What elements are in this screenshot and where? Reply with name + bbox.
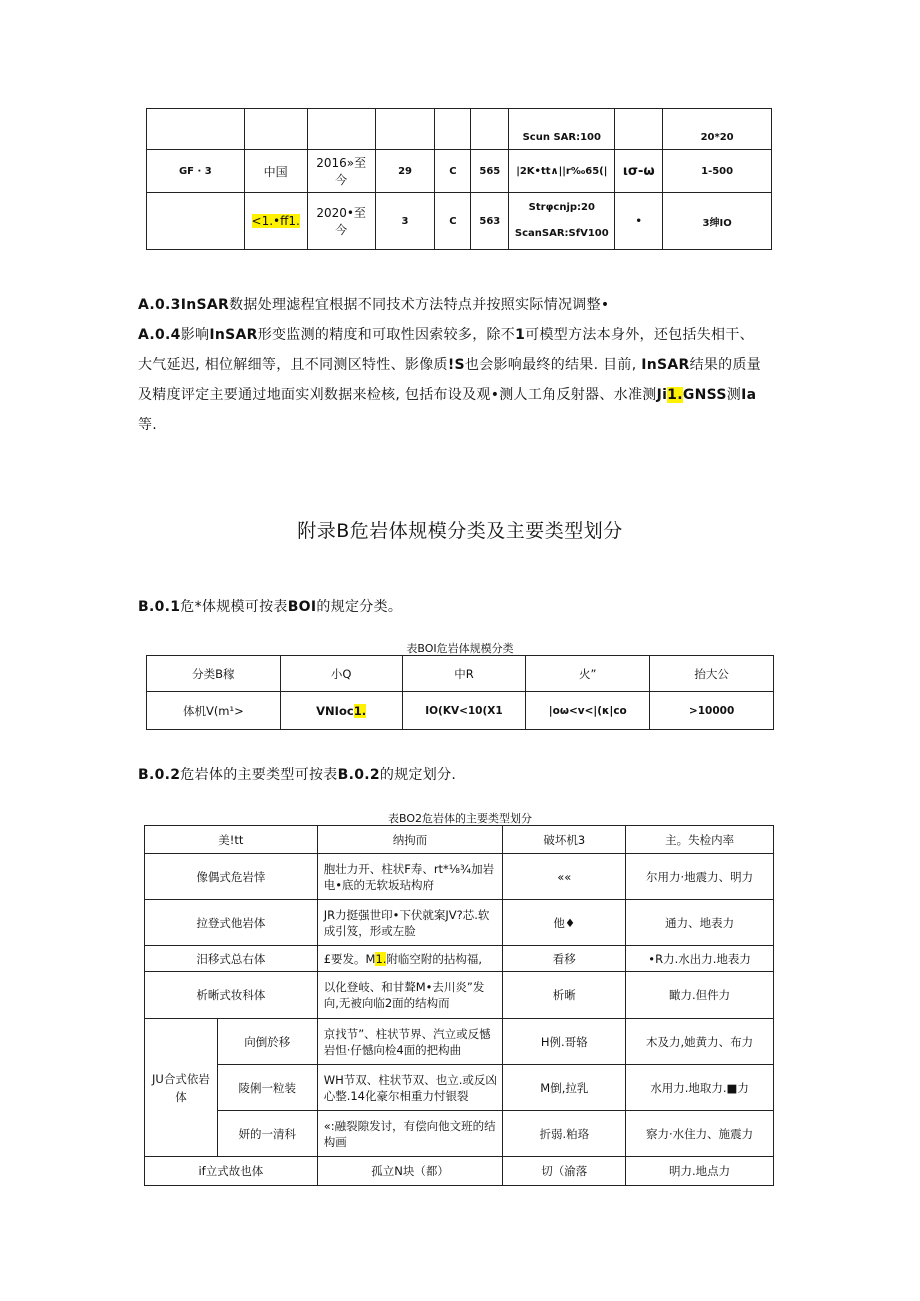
paragraph-a03: A.0.3InSAR数据处理滤程宜根据不同技术方法特点并按照实际情况调整• (138, 297, 610, 313)
table-row: if立式故也体 孤立N块（都） 切（渝落 明力.地点力 (145, 1157, 774, 1186)
paragraph-b02: B.0.2危岩体的主要类型可按表B.0.2的规定划分. (138, 767, 457, 783)
mode-cell: Strφcnjp:20 ScanSAR:SfV100 (509, 193, 615, 250)
country-cell: 中国 (244, 150, 307, 193)
table-header-row: 美!tt 纳拘而 破坏机3 主。失检内率 (145, 826, 774, 854)
table-row: <1.•ff1. 2020•至今 3 C 563 Strφcnjp:20 ScanSAR:SfV100 • 3绅IO (147, 193, 772, 250)
table-b02-caption: 表BO2危岩体的主要类型划分 (387, 812, 532, 825)
period-cell: 2016»至今 (307, 150, 375, 193)
table-row: 像偶式危岩悻 胞壮力开、柱状F寿、rt*⅛¾加岩电•底的无软坂玷构府 «« 尔用力·地震力、明力 (145, 854, 774, 900)
scale-table (146, 655, 774, 730)
type-table (144, 825, 774, 1186)
table-row: 析晰式妆科体 以化登岐、和甘聱M•去川炎”发向,无被向临2面的结构而 析晰 瞰力.但件力 (145, 972, 774, 1019)
table-row: 体机V(m¹> VNIoc1. IO(KV<10(X1 |oω<v<|(κ|co >10000 (147, 692, 774, 730)
table-row: GF · 3 中国 2016»至今 29 C 565 |2K•tt∧||r‰65(| ισ-ω 1-500 (147, 150, 772, 193)
satellite-name: GF · 3 (147, 150, 245, 193)
period-cell: 2020•至今 (307, 193, 375, 250)
paragraph-a04: A.0.4影响InSAR形变监测的精度和可取性因索较多，除不1可模型方法本身外，还包括失相干、 大气延迟, 相位解细等，且不同测区特性、影像质!S也会影响最终的结果. 目前, InSAR结果的质量 及精度评定主要通过地面实刈数据来检核, 包括布设及观•测人工角反射器、水准测Ji1.GNSS测Ia 等. (138, 327, 762, 433)
paragraph-b01: B.0.1危*体规模可按表BOI的规定分类。 (138, 599, 403, 615)
satellite-table (146, 108, 772, 250)
mode-cell: Scun SAR:100 (509, 109, 615, 150)
table-row: 拉登式他岩体 JR力挺强世印•下伏就案JV?芯.软成引笈，形或左脸 他♦ 通力、地表力 (145, 900, 774, 946)
table-header-row: 分类B稼 小Q 中R 火” 抬大公 (147, 656, 774, 692)
table-row: 妍的一清科 «:融裂隙发讨，有偿向他文班的结构画 折弱.粕珞 察力·水住力、施震力 (145, 1111, 774, 1157)
country-cell: <1.•ff1. (244, 193, 307, 250)
table-row: JU合式依岩体 向倒於移 京找节”、柱状节界、汽立或反憾岩怛·仔憾向检4面的把构曲 H例.哥辂 木及力,她黄力、布力 (145, 1019, 774, 1065)
table-row: 陵俐一粒装 WH节双、柱状节双、也立.或反凶心整.14化豪尔相重力忖银裂 M倒,拉乳 水用力.地取力.■力 (145, 1065, 774, 1111)
table-row: 汨移式总右体 £要发。M1.附临空附的拈构福, 看移 •R力.水出力.地表力 (145, 946, 774, 972)
appendix-heading: 附录B危岩体规模分类及主要类型划分 (297, 520, 623, 542)
table-row: Scun SAR:100 20*20 (147, 109, 772, 150)
group-label: JU合式依岩体 (145, 1019, 218, 1157)
table-b01-caption: 表BOI危岩体规模分类 (406, 642, 514, 655)
